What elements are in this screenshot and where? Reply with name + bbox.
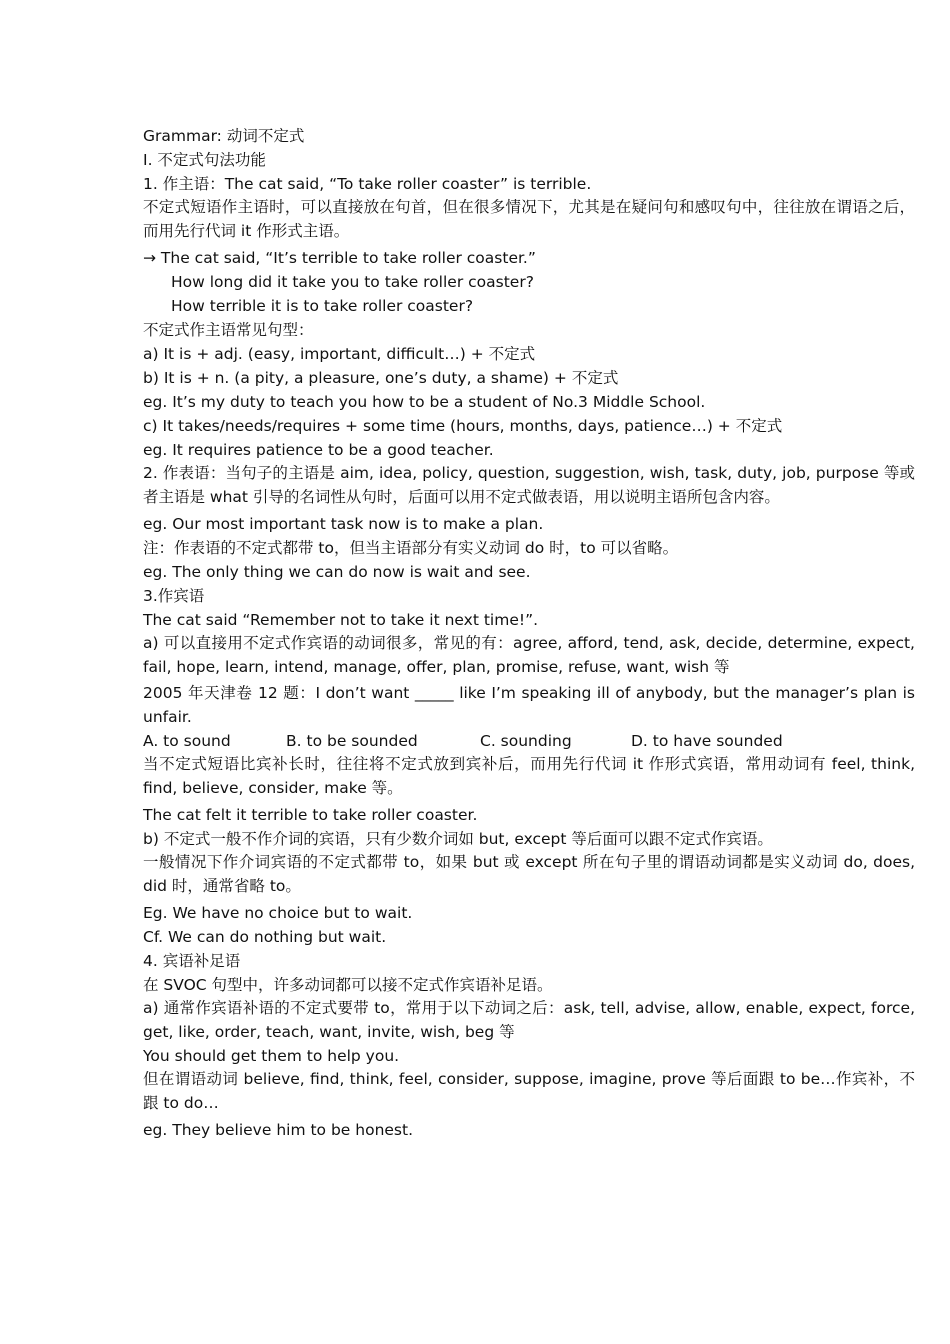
paragraph-formal-object: 当不定式短语比宾补长时，往往将不定式放到宾补后，而用先行代词 it 作形式宾语，常用动词有 feel, think, find, believe, consider, make 等。 — [143, 755, 915, 797]
subheading-complement: 4. 宾语补足语 — [143, 952, 241, 970]
answer-options — [143, 729, 915, 753]
pattern-b: b) It is + n. (a pity, a pleasure, one’s duty, a shame) + 不定式 — [143, 369, 619, 387]
subheading-subject: 1. 作主语：The cat said, “To take roller coaster” is terrible. — [143, 175, 592, 193]
rule-line: 在 SVOC 句型中，许多动词都可以接不定式作宾语补足语。 — [143, 976, 553, 994]
option-c: C. sounding — [480, 732, 572, 750]
example-line: eg. It requires patience to be a good teacher. — [143, 441, 494, 459]
section-heading: Ⅰ. 不定式句法功能 — [143, 151, 266, 169]
example-line: The cat said “Remember not to take it next time!”. — [143, 611, 539, 629]
example-line: You should get them to help you. — [143, 1047, 400, 1065]
example-line: Eg. We have no choice but to wait. — [143, 904, 413, 922]
example-line: eg. Our most important task now is to make a plan. — [143, 515, 544, 533]
pattern-a: a) It is + adj. (easy, important, difficult…) + 不定式 — [143, 345, 536, 363]
paragraph-subject-explanation: 不定式短语作主语时，可以直接放在句首，但在很多情况下，尤其是在疑问句和感叹句中，往往放在谓语之后，而用先行代词 it 作形式主语。 — [143, 198, 915, 240]
paragraph-object-verbs: a) 可以直接用不定式作宾语的动词很多，常见的有：agree, afford, tend, ask, decide, determine, expect, fail, hope, learn, intend, manage, offer, plan, promise, refuse, want, wish 等 — [143, 634, 915, 676]
paragraph-predicative: 2. 作表语：当句子的主语是 aim, idea, policy, question, suggestion, wish, task, duty, job, purpose 等或者主语是 what 引导的名词性从句时，后面可以用不定式做表语，用以说明主语所包含内容。 — [143, 464, 915, 506]
example-line: eg. The only thing we can do now is wait and see. — [143, 563, 531, 581]
example-line: eg. They believe him to be honest. — [143, 1121, 414, 1139]
rule-line: b) 不定式一般不作介词的宾语，只有少数介词如 but, except 等后面可以跟不定式作宾语。 — [143, 830, 773, 848]
paragraph-preposition-object: 一般情况下作介词宾语的不定式都带 to，如果 but 或 except 所在句子里的谓语动词都是实义动词 do, does, did 时，通常省略 to。 — [143, 853, 915, 895]
option-b: B. to be sounded — [286, 732, 418, 750]
example-line: How terrible it is to take roller coaster? — [171, 297, 474, 315]
pattern-c: c) It takes/needs/requires + some time (hours, months, days, patience…) + 不定式 — [143, 417, 783, 435]
example-line: How long did it take you to take roller coaster? — [171, 273, 534, 291]
note-line: 注：作表语的不定式都带 to，但当主语部分有实义动词 do 时，to 可以省略。 — [143, 539, 679, 557]
doc-title: Grammar: 动词不定式 — [143, 127, 305, 145]
document-body — [143, 124, 915, 1142]
exam-question: 2005 年天津卷 12 题：I don’t want _____ like I’m speaking ill of anybody, but the manager’s plan is unfair. — [143, 684, 915, 726]
pattern-heading: 不定式作主语常见句型： — [143, 321, 314, 339]
paragraph-complement-verbs: a) 通常作宾语补语的不定式要带 to，常用于以下动词之后：ask, tell, advise, allow, enable, expect, force, get, like, order, teach, want, invite, wish, beg 等 — [143, 999, 915, 1041]
option-d: D. to have sounded — [631, 732, 783, 750]
example-line: eg. It’s my duty to teach you how to be a student of No.3 Middle School. — [143, 393, 706, 411]
example-line: The cat felt it terrible to take roller coaster. — [143, 806, 478, 824]
example-line: → The cat said, “It’s terrible to take roller coaster.” — [143, 249, 536, 267]
example-line: Cf. We can do nothing but wait. — [143, 928, 387, 946]
paragraph-to-be-complement: 但在谓语动词 believe, find, think, feel, consider, suppose, imagine, prove 等后面跟 to be…作宾补，不跟 to do… — [143, 1070, 915, 1112]
subheading-object: 3.作宾语 — [143, 587, 205, 605]
option-a: A. to sound — [143, 732, 231, 750]
